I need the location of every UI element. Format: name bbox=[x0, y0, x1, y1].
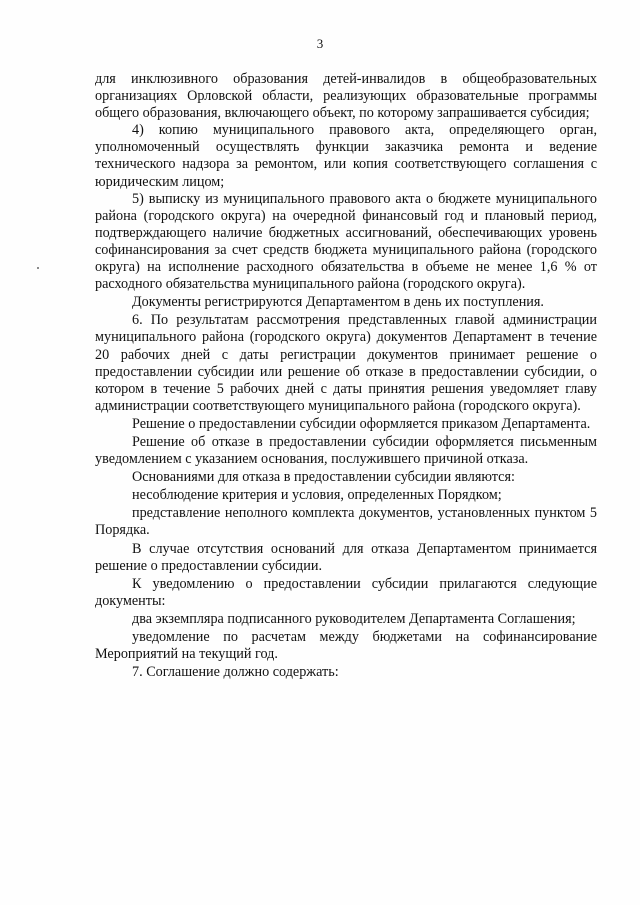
paragraph-ground-incomplete: представление неполного комплекта документов, установленных пунктом 5 Порядка. bbox=[95, 505, 597, 539]
paragraph-continuation: для инклюзивного образования детей-инвалидов в общеобразовательных организациях Орловской области, реализующих образовательные программы общего образования, включающего объект, по которому запрашивается субсидия; bbox=[95, 71, 597, 122]
paragraph-no-grounds: В случае отсутствия оснований для отказа Департаментом принимается решение о предоставлении субсидии. bbox=[95, 540, 597, 574]
paragraph-refusal-grounds: Основаниями для отказа в предоставлении субсидии являются: bbox=[132, 469, 515, 486]
page-number: 3 bbox=[316, 36, 324, 51]
paragraph-item-5: 5) выписку из муниципального правового акта о бюджете муниципального района (городского округа) на очередной финансовый год и плановый период, подтверждающего наличие бюджетных ассигнований, обеспечивающих уровень софинансирования за счет средств бюджета муниципального района (городского округа) на исполнение расходного обязательства в объеме не менее 1,6 % от расходного обязательства муниципального района (городского округа). bbox=[95, 190, 597, 293]
paragraph-attachment-agreement: два экземпляра подписанного руководителем Департамента Соглашения; bbox=[132, 610, 576, 627]
document-body bbox=[95, 71, 597, 681]
paragraph-ground-criteria: несоблюдение критерия и условия, определенных Порядком; bbox=[132, 487, 502, 504]
paragraph-item-7: 7. Соглашение должно содержать: bbox=[132, 664, 339, 681]
paragraph-item-4: 4) копию муниципального правового акта, определяющего орган, уполномоченный осуществлять функции заказчика ремонта и ведение технического надзора за ремонтом, или копия соответствующего соглашения с юридическим лицом; bbox=[95, 122, 597, 190]
paragraph-attachment-notice: уведомление по расчетам между бюджетами на софинансирование Мероприятий на текущий год. bbox=[95, 629, 597, 663]
scan-speck bbox=[37, 267, 39, 269]
paragraph-refusal-notice: Решение об отказе в предоставлении субсидии оформляется письменным уведомлением с указанием основания, послужившего причиной отказа. bbox=[95, 433, 597, 468]
paragraph-attachments: К уведомлению о предоставлении субсидии прилагаются следующие документы: bbox=[95, 575, 597, 609]
paragraph-registration: Документы регистрируются Департаментом в день их поступления. bbox=[132, 294, 544, 311]
paragraph-item-6: 6. По результатам рассмотрения представленных главой администрации муниципального района (городского округа) документов Департамент в течение 20 рабочих дней с даты регистрации документов принимает решение о предоставлении субсидии или решение об отказе в предоставлении субсидии, о котором в течение 5 рабочих дней с даты принятия решения уведомляет главу администрации соответствующего муниципального района (городского округа). bbox=[95, 312, 597, 414]
paragraph-decision-order: Решение о предоставлении субсидии оформляется приказом Департамента. bbox=[132, 415, 591, 432]
